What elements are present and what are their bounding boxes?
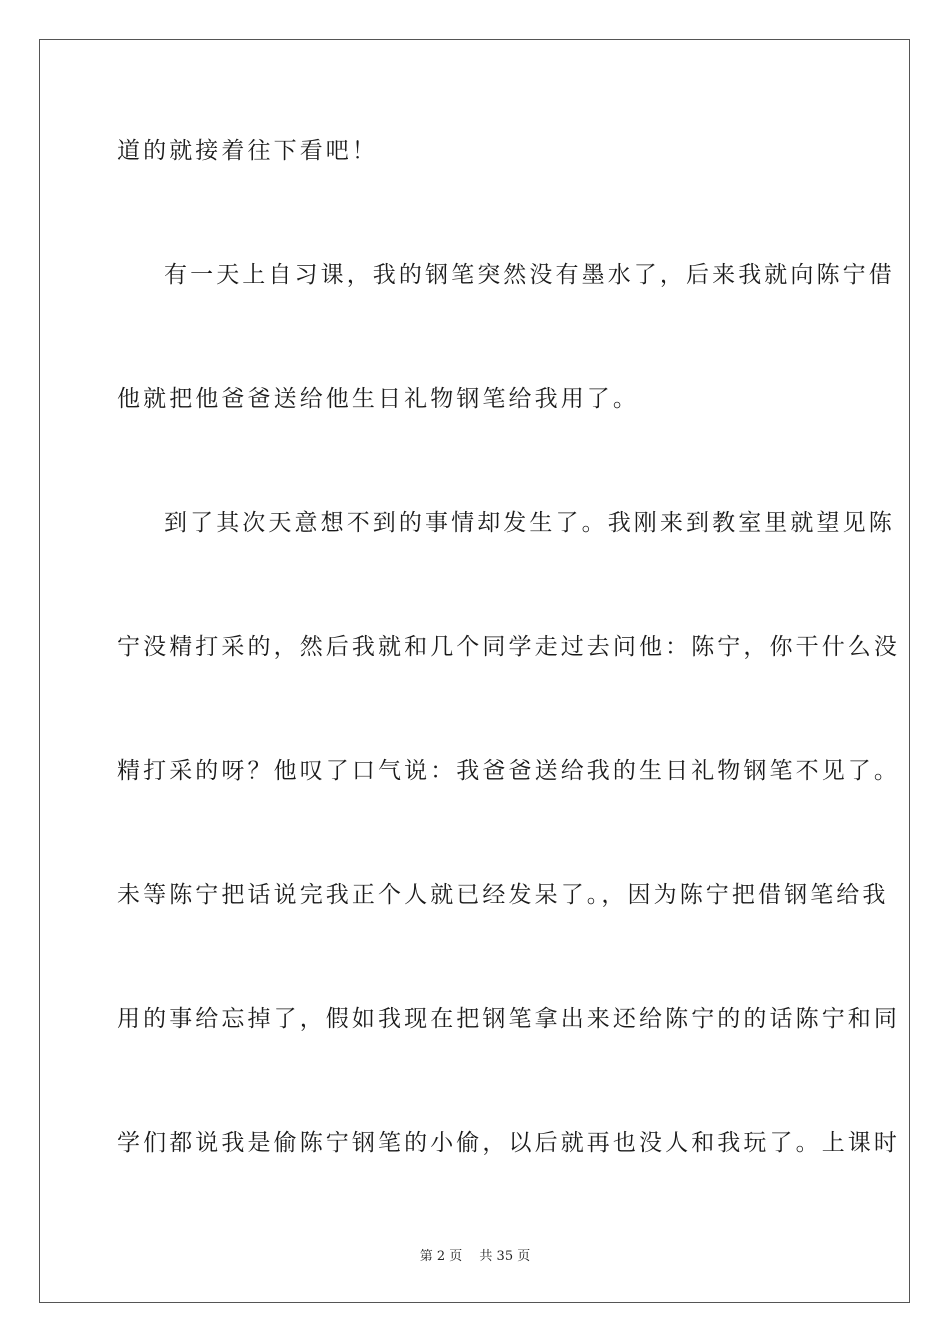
paragraph-line: 精打采的呀？他叹了口气说：我爸爸送给我的生日礼物钢笔不见了。 <box>117 758 900 784</box>
paragraph-line: 到了其次天意想不到的事情却发生了。我刚来到教室里就望见陈 <box>164 510 895 536</box>
paragraph-line: 宁没精打采的，然后我就和几个同学走过去问他：陈宁，你干什么没 <box>117 634 900 660</box>
paragraph-line: 他就把他爸爸送给他生日礼物钢笔给我用了。 <box>117 386 639 412</box>
paragraph-line: 有一天上自习课，我的钢笔突然没有墨水了，后来我就向陈宁借 <box>164 262 895 288</box>
paragraph-line: 道的就接着往下看吧！ <box>117 138 378 164</box>
page-number-footer: 第 2 页 共 35 页 <box>419 1249 531 1264</box>
paragraph-line: 学们都说我是偷陈宁钢笔的小偷，以后就再也没人和我玩了。上课时 <box>117 1130 900 1156</box>
page-border <box>39 39 910 1303</box>
paragraph-line: 用的事给忘掉了，假如我现在把钢笔拿出来还给陈宁的的话陈宁和同 <box>117 1006 900 1032</box>
paragraph-line: 未等陈宁把话说完我正个人就已经发呆了。，因为陈宁把借钢笔给我 <box>117 882 889 908</box>
